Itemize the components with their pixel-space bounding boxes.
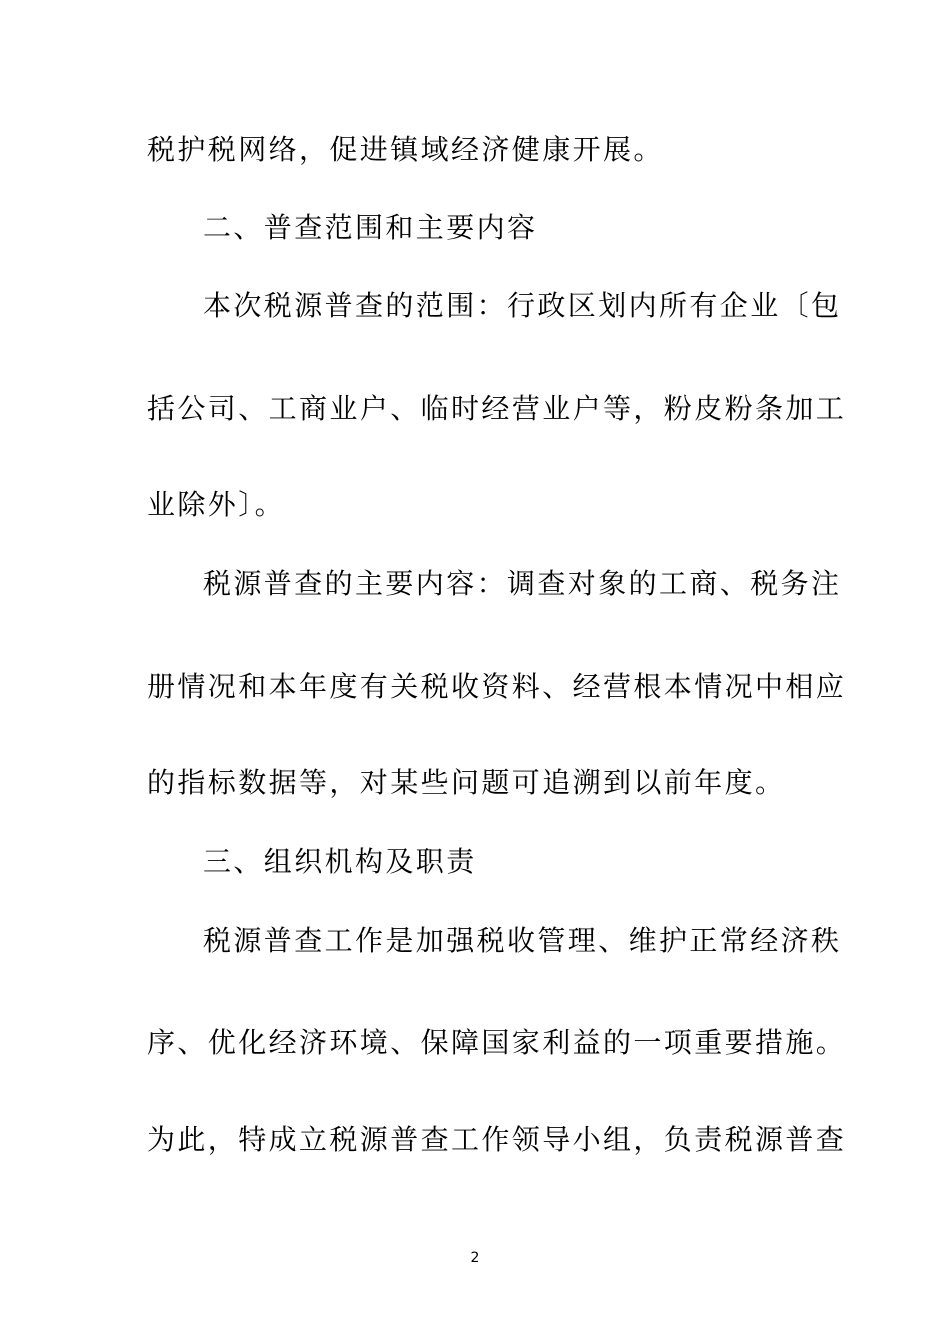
- page-number: 2: [470, 1250, 480, 1266]
- paragraph-line-8: 的指标数据等，对某些问题可追溯到以前年度。: [147, 766, 786, 799]
- paragraph-line-3: 本次税源普查的范围：行政区划内所有企业〔包: [203, 289, 842, 322]
- paragraph-line-4: 括公司、工商业户、临时经营业户等，粉皮粉条加工: [147, 392, 847, 425]
- paragraph-line-10: 税源普查工作是加强税收管理、维护正常经济秩: [203, 924, 842, 957]
- paragraph-line-1: 税护税网络，促进镇域经济健康开展。: [147, 133, 664, 166]
- paragraph-line-6: 税源普查的主要内容：调查对象的工商、税务注: [203, 567, 842, 600]
- section-heading-2: 二、普查范围和主要内容: [203, 211, 538, 244]
- section-heading-3: 三、组织机构及职责: [203, 845, 477, 878]
- paragraph-line-5: 业除外〕。: [147, 488, 286, 521]
- paragraph-line-7: 册情况和本年度有关税收资料、经营根本情况中相应: [147, 670, 847, 703]
- paragraph-line-11: 序、优化经济环境、保障国家利益的一项重要措施。: [147, 1026, 847, 1059]
- paragraph-line-12: 为此，特成立税源普查工作领导小组，负责税源普查: [147, 1123, 847, 1156]
